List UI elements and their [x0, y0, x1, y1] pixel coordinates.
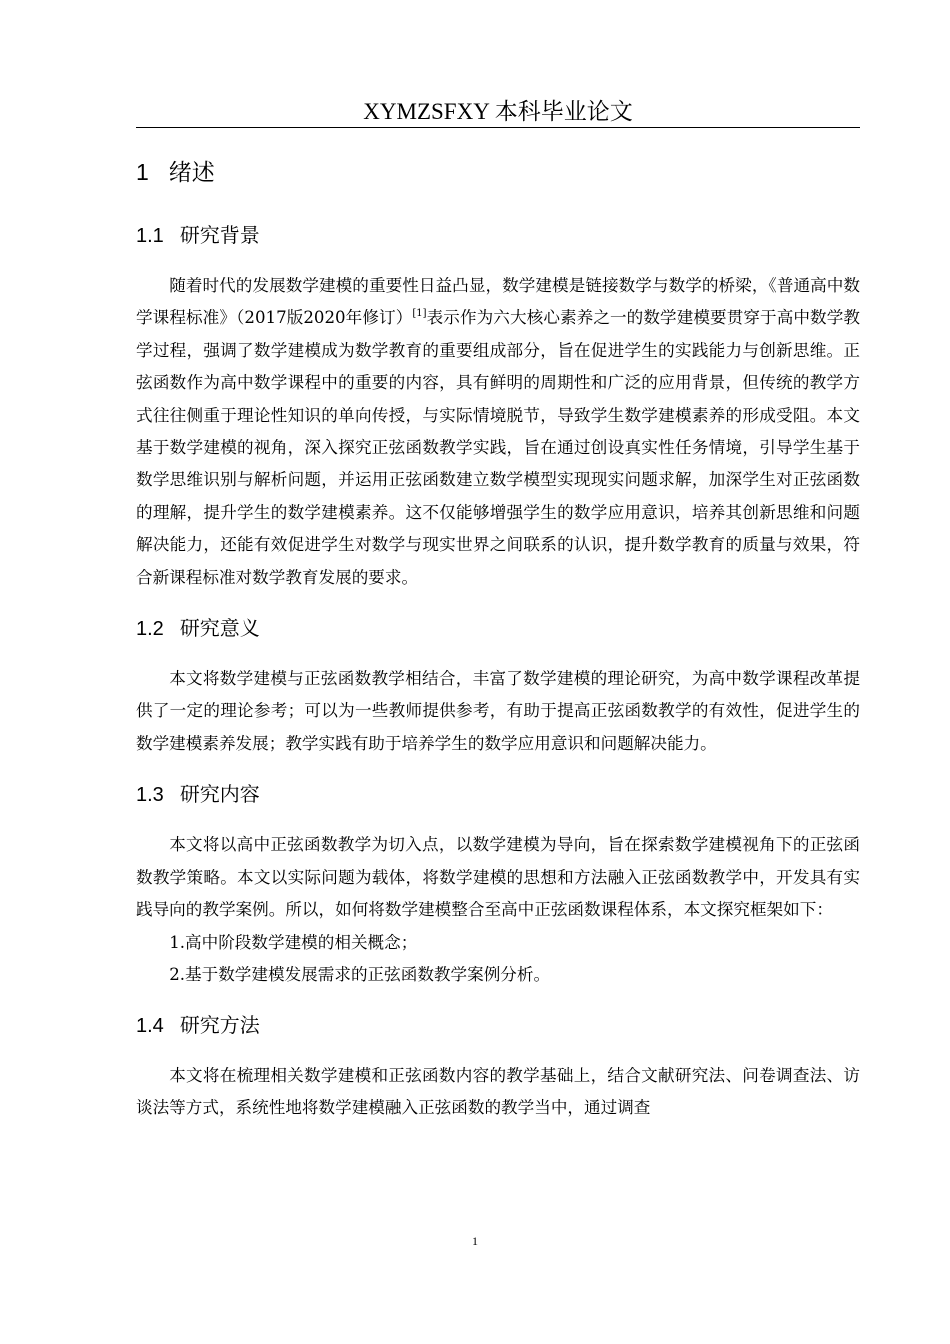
section-title: 研究内容 [179, 782, 260, 807]
chapter-title: 绪述 [168, 160, 215, 186]
paragraph-methods: 本文将在梳理相关数学建模和正弦函数内容的教学基础上，结合文献研究法、问卷调查法、访谈法等方式，系统性地将数学建模融入正弦函数的教学当中，通过调查 [136, 1065, 860, 1117]
paragraph-significance: 本文将数学建模与正弦函数教学相结合，丰富了数学建模的理论研究，为高中数学课程改革提供了一定的理论参考；可以为一些教师提供参考，有助于提高正弦函数教学的有效性，促进学生的数学建模素养发展；教学实践有助于培养学生的数学应用意识和问题解决能力。 [136, 669, 860, 753]
section-heading-1-3 [136, 774, 860, 815]
section-heading-1-2 [136, 608, 860, 649]
header-rule [136, 127, 860, 128]
section-title: 研究意义 [179, 616, 260, 641]
chapter-number: 1 [136, 159, 149, 185]
page-header: XYMZSFXY 本科毕业论文 [363, 99, 633, 124]
citation-ref: [1] [412, 308, 427, 320]
chapter-heading [136, 150, 860, 195]
page-number: 1 [472, 1234, 478, 1248]
section-number: 1.3 [136, 784, 164, 807]
section-number: 1.2 [136, 618, 164, 641]
section-title: 研究方法 [179, 1012, 260, 1037]
paragraph-content: 本文将以高中正弦函数教学为切入点，以数学建模为导向，旨在探索数学建模视角下的正弦函数教学策略。本文以实际问题为载体，将数学建模的思想和方法融入正弦函数教学中，开发具有实践导向的教学案例。所以，如何将数学建模整合至高中正弦函数课程体系，本文探究框架如下： [136, 835, 860, 920]
section-number: 1.4 [136, 1014, 164, 1037]
list-item: 2.基于数学建模发展需求的正弦函数教学案例分析。 [169, 964, 551, 984]
section-heading-1-4 [136, 1005, 860, 1046]
section-number: 1.1 [136, 225, 164, 247]
list-item: 1.高中阶段数学建模的相关概念； [169, 932, 418, 952]
paragraph-background: 随着时代的发展数学建模的重要性日益凸显，数学建模是链接数学与数学的桥梁，《普通高中数学课程标准》（2017版2020年修订）[1]表示作为六大核心素养之一的数学建模要贯穿于高中数学教学过程，强调了数学建模成为数学教育的重要组成部分，旨在促进学生的实践能力与创新思维。正弦函数作为高中数学课程中的重要的内容，具有鲜明的周期性和广泛的应用背景，但传统的教学方式往往侧重于理论性知识的单向传授，与实际情境脱节，导致学生数学建模素养的形成受阻。本文基于数学建模的视角，深入探究正弦函数教学实践，旨在通过创设真实性任务情境，引导学生基于数学思维识别与解析问题，并运用正弦函数建立数学模型实现现实问题求解，加深学生对正弦函数的理解，提升学生的数学建模素养。这不仅能够增强学生的数学应用意识，培养其创新思维和问题解决能力，还能有效促进学生对数学与现实世界之间联系的认识，提升数学教育的质量与效果，符合新课程标准对数学教育发展的要求。 [136, 276, 860, 587]
section-title: 研究背景 [179, 223, 260, 247]
section-heading-1-1 [136, 215, 860, 256]
document-body [136, 150, 860, 1124]
